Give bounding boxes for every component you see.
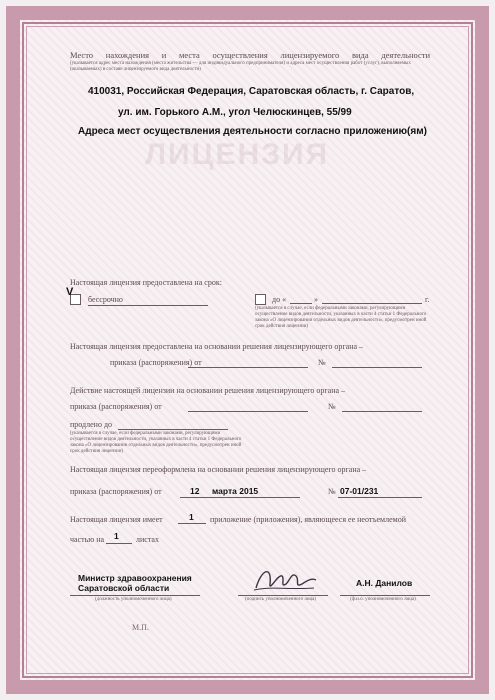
official-name: А.Н. Данилов [356, 578, 413, 588]
appendix-sheets: 1 [114, 531, 119, 541]
official-underline [70, 595, 200, 596]
reissue-month-year: марта 2015 [212, 486, 259, 496]
indefinite-label: бессрочно [88, 295, 123, 304]
validity-extended: продлено до [70, 420, 113, 429]
basis-order: приказа (распоряжения) от [110, 358, 202, 367]
validity-date-line [188, 411, 308, 412]
reissue-date-line [180, 497, 300, 498]
basis-number: № [318, 358, 326, 367]
name-underline [340, 595, 430, 596]
reissue-number-line [338, 497, 422, 498]
appendix-sheets-line [106, 543, 132, 544]
address-line-1: 410031, Российская Федерация, Саратовская область, г. Саратов, [88, 86, 415, 97]
official-line-1: Министр здравоохранения [78, 573, 192, 583]
until-month-line [322, 303, 422, 304]
check-mark: V [66, 286, 74, 298]
stamp-placeholder: М.П. [132, 623, 149, 632]
reissue-label: Настоящая лицензия переоформлена на основании решения лицензирующего органа – [70, 465, 367, 474]
indefinite-underline [88, 305, 208, 306]
reissue-day: 12 [190, 486, 200, 496]
until-year-suffix: г. [425, 295, 430, 304]
until-checkbox[interactable] [255, 294, 266, 305]
reissue-number-label: № [328, 487, 336, 496]
validity-order: приказа (распоряжения) от [70, 402, 162, 411]
validity-extended-line [118, 429, 228, 430]
validity-label: Действие настоящей лицензии на основании решения лицензирующего органа – [70, 386, 346, 395]
term-label: Настоящая лицензия предоставлена на срок: [70, 278, 222, 287]
appendix-count: 1 [189, 512, 194, 522]
signature-underline [238, 595, 328, 596]
header-note: (указывается адрес места нахождения (места жительства — для индивидуального предпринимателя) и адреса мест осуществления работ (услуг), выполняемых (оказываемых) в составе лицензируемого вида деятельности) [70, 61, 411, 72]
until-label: до « [272, 295, 287, 304]
appendix-text-4: листах [136, 535, 159, 544]
until-day-line [290, 303, 312, 304]
validity-number-line [342, 411, 422, 412]
appendix-text-1: Настоящая лицензия имеет [70, 515, 163, 524]
basis-label: Настоящая лицензия предоставлена на основании решения лицензирующего органа – [70, 342, 364, 351]
name-caption: (ф.и.о. уполномоченного лица) [350, 597, 416, 602]
reissue-number: 07-01/231 [340, 486, 379, 496]
validity-number: № [328, 402, 336, 411]
term-note: (указывается в случае, если федеральными законами, регулирующими осуществление видов деятельности, указанных в части 4 статьи 1 Федерального закона «О лицензировании отдельных видов деятельности», предусмотрен иной срок действия лицензии) [255, 306, 427, 329]
official-caption: (должность уполномоченного лица) [95, 597, 172, 602]
reissue-order: приказа (распоряжения) от [70, 487, 162, 496]
appendix-count-line [178, 523, 206, 524]
address-line-2: ул. им. Горького А.М., угол Челюскинцев, 55/99 [118, 107, 352, 118]
signature-caption: (подпись уполномоченного лица) [245, 597, 317, 602]
until-close-quote: » [314, 295, 318, 304]
header-title: Место нахождения и места осуществления лицензируемого вида деятельности [70, 50, 430, 60]
official-line-2: Саратовской области [78, 583, 170, 593]
basis-date-line [188, 367, 308, 368]
address-line-3: Адреса мест осуществления деятельности согласно приложению(ям) [78, 126, 427, 137]
appendix-text-2: приложение (приложения), являющееся ее неотъемлемой [210, 515, 406, 524]
basis-number-line [332, 367, 422, 368]
ghost-watermark: ЛИЦЕНЗИЯ [145, 138, 330, 171]
appendix-text-3: частью на [70, 535, 105, 544]
validity-note: (указывается в случае, если федеральными законами, регулирующими осуществление видов деятельности, указанных в части 4 статьи 1 Федерального закона «О лицензировании отдельных видов деятельности», предусмотрен иной срок действия лицензии) [70, 431, 242, 454]
signature-image [250, 562, 320, 598]
